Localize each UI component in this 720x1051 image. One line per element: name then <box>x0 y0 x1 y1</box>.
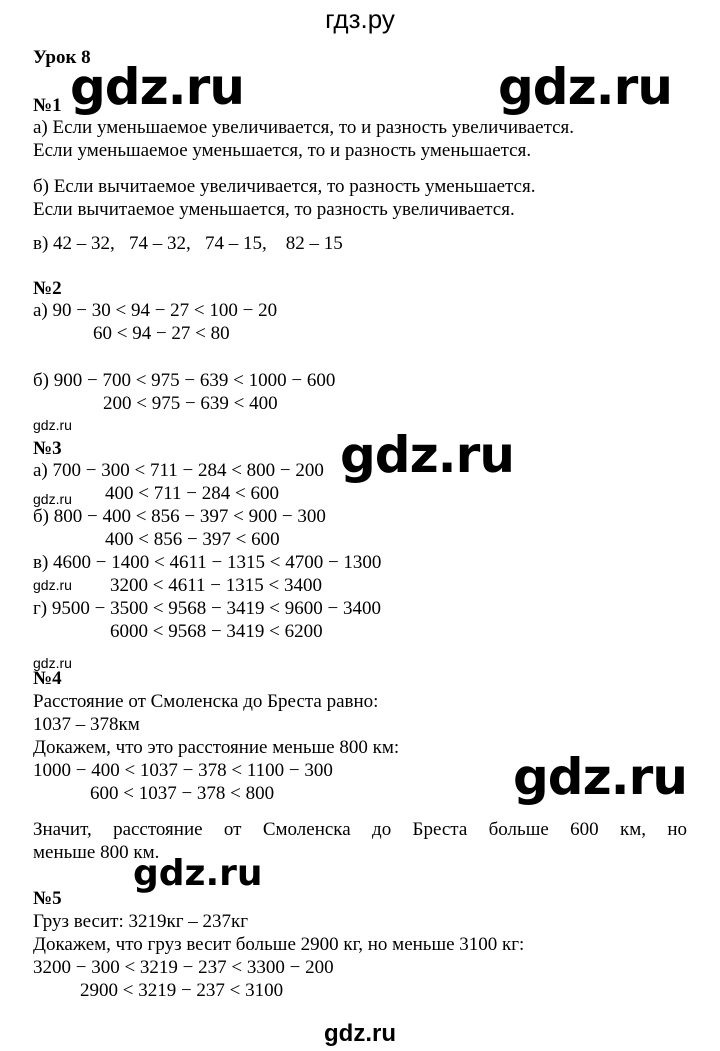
task-line: Если уменьшаемое уменьшается, то и разность уменьшается. <box>33 140 532 161</box>
site-header: гдз.ру <box>325 4 395 34</box>
task-line: 1037 – 378км <box>33 714 140 735</box>
task-line: Докажем, что это расстояние меньше 800 км: <box>33 737 400 758</box>
task-number: №5 <box>33 888 62 909</box>
watermark: gdz.ru <box>33 577 72 593</box>
task-line: 400 < 711 − 284 < 600 <box>105 483 279 504</box>
task-line: Груз весит: 3219кг – 237кг <box>33 911 249 932</box>
task-line: г) 9500 − 3500 < 9568 − 3419 < 9600 − 3400 <box>33 598 381 619</box>
watermark: gdz.ru <box>133 853 263 894</box>
task-line: 200 < 975 − 639 < 400 <box>103 393 278 414</box>
lesson-title: Урок 8 <box>33 47 91 68</box>
site-footer: gdz.ru <box>324 1020 396 1047</box>
task-number: №2 <box>33 278 62 299</box>
watermark: gdz.ru <box>70 58 244 116</box>
task-line: б) Если вычитаемое увеличивается, то разность уменьшается. <box>33 176 536 197</box>
task-number: №3 <box>33 438 62 459</box>
watermark: gdz.ru <box>498 58 672 116</box>
watermark: gdz.ru <box>513 748 687 806</box>
task-line: в) 42 – 32, 74 – 32, 74 – 15, 82 – 15 <box>33 233 343 254</box>
task-line: б) 800 − 400 < 856 − 397 < 900 − 300 <box>33 506 326 527</box>
task-line: 60 < 94 − 27 < 80 <box>93 323 230 344</box>
task-line: б) 900 − 700 < 975 − 639 < 1000 − 600 <box>33 370 336 391</box>
task-number: №4 <box>33 668 62 689</box>
task-conclusion: Значит, расстояние от Смоленска до Бреста больше 600 км, но <box>33 819 687 840</box>
task-line: 1000 − 400 < 1037 − 378 < 1100 − 300 <box>33 760 333 781</box>
task-line: в) 4600 − 1400 < 4611 − 1315 < 4700 − 1300 <box>33 552 382 573</box>
task-line: Расстояние от Смоленска до Бреста равно: <box>33 691 379 712</box>
watermark: gdz.ru <box>340 426 514 484</box>
task-line: 2900 < 3219 − 237 < 3100 <box>80 980 284 1001</box>
task-line: 600 < 1037 − 378 < 800 <box>90 783 275 804</box>
task-line: 3200 − 300 < 3219 − 237 < 3300 − 200 <box>33 957 334 978</box>
task-line: 400 < 856 − 397 < 600 <box>105 529 280 550</box>
watermark: gdz.ru <box>33 491 72 507</box>
task-line: а) Если уменьшаемое увеличивается, то и разность увеличивается. <box>33 117 575 138</box>
task-line: а) 90 − 30 < 94 − 27 < 100 − 20 <box>33 300 278 321</box>
watermark: gdz.ru <box>33 655 72 671</box>
task-line: Если вычитаемое уменьшается, то разность увеличивается. <box>33 199 515 220</box>
task-line: 3200 < 4611 − 1315 < 3400 <box>110 575 322 596</box>
task-line: Докажем, что груз весит больше 2900 кг, но меньше 3100 кг: <box>33 934 525 955</box>
task-number: №1 <box>33 95 62 116</box>
task-line: а) 700 − 300 < 711 − 284 < 800 − 200 <box>33 460 324 481</box>
task-line: меньше 800 км. <box>33 842 160 863</box>
task-line: 6000 < 9568 − 3419 < 6200 <box>110 621 323 642</box>
watermark: gdz.ru <box>33 417 72 433</box>
